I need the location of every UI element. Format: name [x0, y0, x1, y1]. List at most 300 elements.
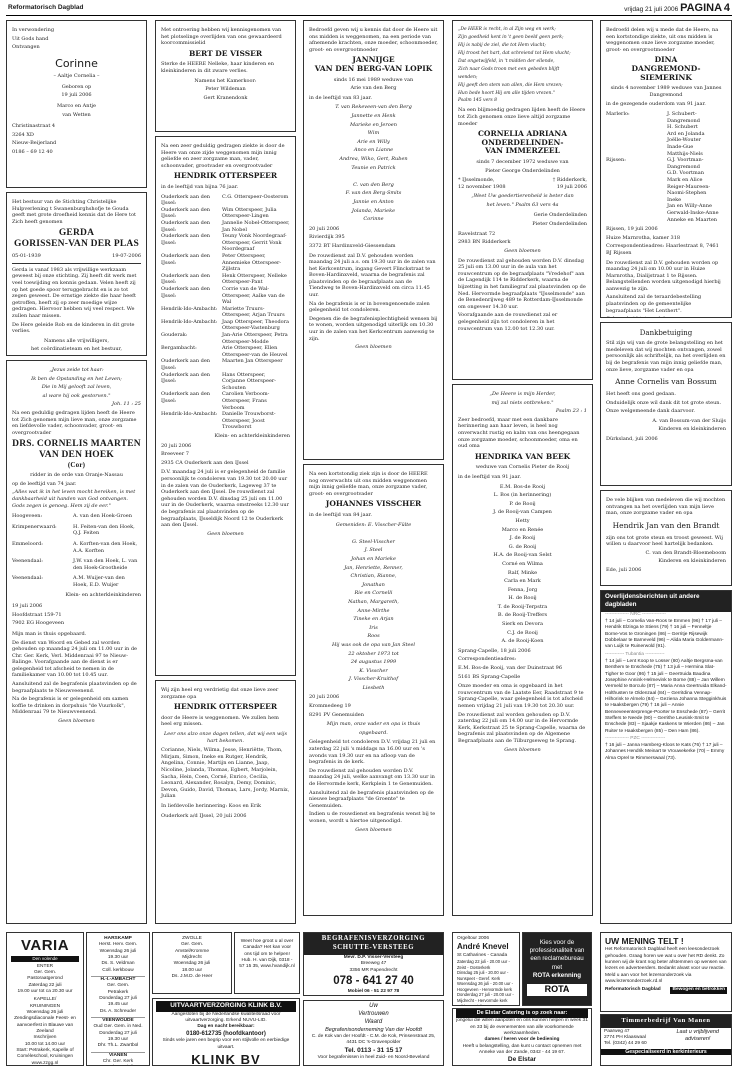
family-row: Ouderkerk aan den IJssel: Hans Otterspeer, Corjanne Otterspeer-Schouten: [161, 371, 276, 391]
ad-intro: Na een zeer geduldig gedragen ziekte is door de Heere van onze zijde weggenomen mijn innig geliefde en zeer zorgzame man, vader, schoonvader, grootvader en overgrootvader: [161, 143, 285, 169]
ad-van-der-hoofdt: [303, 1000, 444, 1066]
family-member: Andrea, Wiko, Gert, Ruben: [339, 155, 408, 162]
agenda-entry: [11, 964, 79, 996]
elstar-logo: De Elstar: [507, 1056, 537, 1064]
ad-label: Orgeltour 2006: [457, 936, 489, 941]
family-row: Ouderkerk aan den IJssel: C.G. Otterspeer-Oosterom: [161, 193, 289, 207]
ad-body: De rouwdienst zal gehouden worden D.V. maandag 24 juli, welke aanvangt om 13.30 uur in de Hervormde kerk, Kerkplein 1 te Genemuiden.: [309, 767, 435, 787]
address-line: 8291 PV Genemuiden: [309, 711, 364, 718]
ad-rota: [522, 932, 592, 1006]
family-member: Teunie en Patrick: [351, 164, 396, 171]
family-member: G. Steel-Visscher: [352, 538, 395, 545]
ad-title: Dankbetuiging: [639, 329, 693, 337]
brand-row: Reformatorisch Dagblad Bewogen en betrokken: [605, 987, 725, 993]
deceased-name: BERT DE VISSER: [188, 48, 263, 58]
family-member: Hetty: [515, 517, 530, 524]
service-line: 19.45 uur: [107, 1002, 129, 1008]
service-entry: [91, 1052, 145, 1066]
address-line: 2983 BN Ridderkerk: [458, 239, 511, 246]
no-flowers: Geen bloemen: [58, 718, 95, 725]
agenda-entry: [11, 997, 79, 1066]
list-line: Amstel/Kromme: [174, 948, 210, 954]
signature: Gert Kranendonk: [203, 94, 248, 101]
ad-body: Voorafgaande aan de rouwdienst zal er gelegenheid zijn tot condoleren in het rouwcentrum van 12.00 tot 12.30 uur.: [458, 312, 558, 332]
ad-body: De rouwdienst zal D.V. gehouden worden maandag 24 juli a.s. om 19.30 uur in de zalen van het Kerkcentrum, ingang Gevert Flinckstraat te Boven-Hardinxveld, waarna de begrafenis zal plaatsvinden op de begraafplaats aan de Tiendweg te Boven-Hardinxveld om circa 11.45 uur.: [309, 252, 436, 299]
family-member: Jannie en Anton: [353, 198, 394, 205]
source-label: ------------ Tubantia ------------: [605, 651, 665, 657]
deceased-name: HENDRIK OTTERSPEER: [173, 171, 278, 181]
place-date: Dürksland, juli 2006: [606, 436, 658, 443]
family-row: Anneke en Maarten: [667, 216, 718, 223]
address-line: C. de Kok van der Hoofdt - C.M. de Kok, Prinsenstraat 25, 4431 DC 's-Gravenpolder: [311, 1033, 436, 1046]
address-line: 19 juli 2006: [12, 603, 43, 610]
ad-intro: Na een geduldig gedragen lijden heeft de Heere tot Zich genomen mijn lieve man, onze zorgzame en liefdevolle vader, schoonvader, groot- en overgrootvader: [12, 409, 137, 436]
bible-quote: „Jezus zeide tot haar: Ik ben de Opstanding en het Leven; Die in Mij gelooft zal leven, al ware hij ook gestorven." Joh. 11 : 25: [31, 367, 141, 408]
ad-line: Ontvangen: [12, 44, 40, 51]
ad-body: [606, 316, 726, 318]
ad-body: De rouwdienst zal D.V. gehouden worden op maandag 24 juli om 10.00 uur in Huize Marnrotha, Dialijstraat 1 te Rijssen. Belangstellenden worden uitgenodigd hierbij aanwezig te zijn.: [606, 259, 721, 292]
list-line: Woensdag 26 juli: [173, 961, 211, 967]
family-member: Rie en Cornelli: [354, 590, 393, 597]
ad-body: D.V. maandag 24 juli is er gelegenheid de familie persoonlijk te condoleren van 19.30 tot 20.00 uur in de zalen van de Ouderkerk, Lageweg 37 te Ouderkerk aan den IJssel. De rouwdienst zal gehouden worden D.V. dinsdag 25 juli om 11.00 uur in de Ouderkerk, waarna omstreeks 12.30 uur de begrafenis zal plaatsvinden op de begraafplaats, IJsseldijk Noord 12 te Ouderkerk aan den IJssel.: [161, 469, 290, 529]
address-line: Breeveer 7: [161, 451, 189, 458]
address-line: 20 juli 2006: [161, 442, 192, 449]
page-header-date: vrijdag 21 juli 2006 PAGINA 4: [624, 2, 730, 14]
no-flowers: Geen bloemen: [504, 746, 541, 753]
family-member: 22 oktober 1973 tot: [348, 650, 399, 657]
other-papers-obituaries: [600, 590, 732, 924]
deceased-name: JANNIJGE VAN DEN BERG-VAN LOPIK: [314, 55, 433, 73]
family-row: Marlerlo: J. Schubert-Dangremond: [606, 111, 700, 124]
address-line: Sprang-Capelle, 18 juli 2006: [458, 647, 531, 654]
manen-address: Paarweg 47 2774 PH Klaaswaal Tel. (0342) 44 29 60: [604, 1028, 647, 1047]
address-line: Nieuw-Beijerland: [12, 140, 57, 147]
signature: Peter Wildeman: [205, 86, 246, 93]
section-title: Overlijdensberichten uit andere dagbladen: [601, 591, 731, 612]
ad-body: Aansluitend zal de teraardebestelling plaatsvinden op de gemeentelijke begraafplaats "Het Lenthert".: [606, 294, 702, 314]
list-line: 18.00 uur: [181, 967, 203, 973]
address-line: 3372 BT Hardinxveld-Giessendam: [309, 242, 396, 249]
obituary-van-den-berg: [303, 20, 444, 460]
life-dates: * IJsselmonde, † Ridderkerk,: [458, 177, 587, 184]
address-line: E.M. Bos-de Rooij, van der Duinstraat 96: [458, 665, 563, 672]
family-member: Arie en Willy: [357, 138, 390, 145]
signature: Namens alle vrijwilligers,: [44, 337, 109, 344]
family-member: E.M. Bos-de Rooij: [499, 483, 546, 490]
family-row: Matthijs-Niels: [667, 150, 703, 157]
obituary-otterspeer: [155, 136, 296, 676]
obituary-van-den-hoek: [6, 360, 147, 924]
birth-date: 19 juli 2006: [61, 92, 92, 99]
service-line: VEENWOUDE: [102, 1017, 134, 1023]
family-row: Krimpenerwaard: H. Feiten-van den Hoek, Q.J. Feiten: [12, 523, 135, 537]
family-member: Iris: [369, 624, 378, 631]
service-line: Herst. Herv. Gem.: [98, 942, 138, 948]
list-line: Pastoraatgerond: [27, 976, 63, 982]
column-5: [600, 20, 732, 928]
family-member: Ralf, Minke: [507, 569, 538, 576]
widow-note: sinds 4 november 1989 weduwe van Jannes Dangremond: [610, 85, 722, 98]
service-line: Petrakerk: [107, 989, 129, 995]
family-member: C.J. de Rooij: [507, 629, 538, 636]
grandchildren: Klein- en achterkleinkinderen: [65, 591, 141, 598]
family-member: Hij was ook de opa van Jan Steel: [331, 641, 416, 648]
service-line: Oud Ger. Gem. in Ned.: [93, 1024, 143, 1030]
ad-text: jongelui die willen aanpoten en ons kunnen helpen in week 31 en 33 bij de evenementen van alle voorkomende werkzaamheden.: [456, 1018, 588, 1036]
concert-date: Zaterdag 22 juli - 20.00 uur - Zeist - Oosterkerk: [457, 959, 510, 970]
agenda-entry: [157, 936, 227, 980]
family-member: Pieter Onderdelinden: [532, 221, 587, 228]
divider: [12, 263, 141, 264]
deceased-name: GERDA GORISSEN-VAN DER PLAS: [14, 228, 139, 250]
phone-number: Tel. 0113 - 31 15 17: [344, 1046, 403, 1054]
family-member: F. van den Berg-Smits: [345, 190, 402, 197]
thank-you-van-bossum: [600, 322, 732, 486]
ad-text: Waard: [364, 1018, 383, 1025]
quote-line: Hij geeft den stem van allen, die Hem vrezen;: [458, 82, 563, 88]
life-dates: 05-01-1939 19-07-2006: [12, 253, 141, 260]
family-row: Hendrik-Ido-Ambacht: Danielle Trouwborst-Otterspeer, Joost Trouwborst: [161, 411, 276, 431]
family-row: Joëlle-Wouter: [667, 137, 701, 144]
ad-line: Uit Gods hand: [12, 35, 49, 42]
ad-text: Meld u aan voor het lezersonderzoek via www.lezersonderzoek.rd.nl: [605, 972, 692, 984]
family-member: Carla en Mark: [504, 578, 541, 585]
signature: A. van Bossum-van der Sluijs: [652, 417, 726, 424]
family-row: Veenendaal: A.M. Wuijer-van den Hoek, E.D. Wuijer: [12, 575, 125, 588]
widow-note: sinds 7 december 1972 weduwe van: [476, 159, 569, 166]
ad-title: UITVAARTVERZORGING KLINK B.V.: [156, 1001, 296, 1012]
ad-body: De dienst van Woord en Gebed zal worden gehouden op maandag 24 juli om 11.00 uur in de Chr. Ger. Kerk, Verl. Middenraai 97 te Nieuw-Balinge. Voorafgaande aan de dienst is er gelegenheid tot afscheid te nemen in de familiekamer van 10.00 tot 10.45 uur.: [12, 639, 138, 679]
ad-body: Onze welgemeende dank daarvoor.: [606, 408, 695, 415]
ad-title: BEGRAFENISVERZORGING SCHUTTE-VERSTEEG: [304, 933, 443, 955]
list-line: ZWOLLE: [182, 936, 202, 941]
ad-title: ROTA erkenning: [532, 971, 582, 979]
family-member: J. de Rooij-van Campen: [493, 509, 552, 516]
family-member: Gemeniden: E. Visscher-Fülte: [335, 521, 412, 528]
family-row: Emmeloord: A. Korften-van den Hoek, A.A. Korften: [12, 540, 138, 554]
obituary-list: † 16 juli – Janna Hamberg-Kloos te Kats (76) † 17 juli – Johannes Hendrik Meinart te Vrouwekerke (70) – Emmy Alma Oprel te Rimmerswaal (73).: [605, 743, 725, 761]
ad-title: Begrafenisonderneming Van der Hoofdt: [325, 1026, 422, 1033]
family-row: Hendrik-Ido-Ambacht: Mariette Truurs-Otterspeer, Arjan Truurs: [161, 305, 285, 319]
life-dates: 12 november 1908 19 juli 2006: [458, 183, 587, 190]
ad-schutte: [303, 932, 444, 996]
church-services: [86, 932, 150, 1066]
family-member: Tineke en Arjan: [353, 616, 394, 623]
job-title: dames / heren voor de bediening: [484, 1037, 560, 1043]
no-flowers: Geen bloemen: [504, 247, 541, 254]
quote-line: wenden;: [458, 74, 478, 80]
ad-note: opgebaard.: [359, 729, 388, 736]
family-row: Hoogeveen: A. van den Hoek-Groen: [12, 513, 132, 520]
service-entry: [91, 1017, 145, 1050]
service-line: Dhr. Th.L. Zwartbol: [97, 1043, 139, 1049]
manen-content: [601, 1028, 731, 1049]
parents: Marco en Antje: [56, 103, 96, 110]
ad-intro: Na een kortstondig ziek zijn is door de HEERE nog onverwachts uit ons midden weggenomen mijn innig geliefde man, onze zorgzame vader, groot- en overgrootvader: [309, 471, 428, 497]
family-member: K. Visscher: [359, 667, 388, 674]
deceased-name: HENDRIKA VAN BEEK: [474, 451, 571, 461]
address-line: Ravelstraat 72: [458, 230, 496, 237]
quote-line: Hun bede hoort Hij om alle tijden vrezen.": [458, 90, 555, 96]
list-line: Start: Petrakerk, Kapelle of Coméleschool, Kruiningen: [16, 1048, 74, 1060]
service-line: VIANEN: [108, 1052, 128, 1058]
verse: „Alles wat ik in het leven mocht bereiken, is met dankbaarheid uit handen van God ontvangen. Gods zegen is genoeg. Hem zij de eer.": [12, 489, 136, 509]
ad-body: In liefdevolle herinnering: Koos en Erik: [161, 802, 261, 809]
family-member: T. van Rekeveen-van den Berg: [335, 104, 412, 111]
ad-body: Na de begrafenis is er gelegenheid om samen koffie te drinken in dorpshuis "de Vuurkolk", Middenraai 79 te Nieuwveenend.: [12, 696, 129, 716]
address-line: Huize Marnrotha, kamer 318: [606, 234, 681, 241]
column-2: [155, 20, 296, 928]
ad-body: Onduidelijk onze wil dank dit tot grote steun.: [606, 399, 722, 406]
obituary-onderdelinden: [452, 20, 593, 380]
obituary-list: † 14 juli – Lent Koop te Losser (80) Aaltje Bergsma-van Benthem te Enschede (75) † 13 juli – Hermina Slat-Tigher te Goor (86) † 15 juli – Geertruida Baudina Josephine Annink-Helmevink te Borne (88) – Jan Willem Vermeld te Borculo (87) – Maria Anna Geertruida Elkand-Holthusten te Oldenzaal (84) – Gerritdina Vennap-Hilhorink te Almelo (84) – Geziena Johanna Stegginkhuis te Haaksbergen (79) † 16 juli – Annie Benneveeenterprenge-Poorter te Enschede (87) – Gerrit Steffers te Neede (90) – Gerrithe Leusink-Smit te Enschede (83) – Sjaakje Kaskens te Wierden (86) – Jan Ruiter te Haaksbergen (85) – Den Ham (86).: [605, 658, 727, 734]
family-row: Gouderak: Jan-Arie Otterspeer, Petra Otterspeer-Modde: [161, 332, 288, 345]
family-member: Anne-Mirthe: [357, 607, 390, 614]
rota-logo: ROTA: [527, 984, 587, 996]
list-line: KRUININGEN: [29, 1003, 61, 1009]
quote-line: „De HEER is recht, in al Zijn weg en werk;: [458, 27, 556, 32]
list-line: Woensdag 26 juli: [26, 1010, 64, 1016]
family-member: Anco en Lianne: [353, 147, 394, 154]
obituary-dangremond: [600, 20, 732, 318]
deceased-name: DINA DANGREMOND-SIEMERINK: [631, 55, 701, 82]
family-row: Gerwald-Inske-Anne: [667, 209, 719, 216]
family-row: Ouderkerk aan den IJssel: Teuny Vonk Noordegraaf-Otterspeer, Gerrit Vonk Noordegraaf: [161, 233, 287, 253]
age: in de gezegende ouderdom van 91 jaar.: [606, 101, 706, 108]
family-member: J. de Rooij: [509, 535, 536, 542]
ad-elstar: [452, 1008, 592, 1066]
newspaper-name: Reformatorisch Dagblad: [8, 4, 84, 11]
ad-body: Indien u de rouwdienst en begrafenis wenst bij te wonen, wordt u hiertoe uitgenodigd.: [309, 811, 436, 824]
ad-van-manen: [600, 1014, 732, 1066]
ad-line: In verwondering: [12, 27, 55, 33]
service-line: Chr. Ger. Kerk: [102, 1058, 134, 1064]
obituary-de-visser: [155, 20, 296, 132]
service-line: 19.30 uur: [107, 954, 129, 960]
signature: Kinderen en kleinkinderen: [658, 558, 726, 565]
ad-body: Aansluitend zal de begrafenis plaatsvinden op de nieuwe begraafplaats "de Groente" te Genemuiden.: [309, 789, 434, 809]
family-member: Jan, Henriette, Renner,: [344, 564, 403, 571]
quote-line: Hij is nabij de ziel, die tot Hem vlucht;: [458, 42, 546, 48]
ad-klink: [152, 998, 300, 1066]
ad-intro: Wij zijn heel erg verdrietig dat onze lieve zeer zorgzame opa: [161, 687, 279, 700]
family-member: A. de Rooij-Koen: [501, 638, 544, 645]
family-member: 24 augustus 1999: [350, 659, 397, 666]
address-line: 2935 CA Ouderkerk aan den IJssel: [161, 459, 249, 466]
phone-number: 0180-612735 (hoofdkantoor): [186, 1030, 266, 1037]
family-member: Gerie Onderdelinden: [533, 211, 587, 218]
family-row: Jan en Willy-Anne: [667, 203, 712, 210]
address-line: 20 juli 2006: [309, 225, 340, 232]
quote-line: Dat ongetwijfeld, in 't midden der ellende,: [458, 58, 555, 64]
list-line: ENTER: [36, 963, 54, 969]
family-row: H. Schubert: [667, 124, 698, 131]
ad-text: Mevr. D.P. Visser-Versteeg: [343, 954, 404, 960]
verse: „Weet Uw goedertierenheid is beter dan: [471, 193, 574, 200]
family-member: Jonathan: [362, 581, 385, 588]
varia-title: VARIA: [20, 937, 70, 954]
ad-body: Gelegenheid tot condoleren D.V. vrijdag 21 juli en zaterdag 22 juli 's middags na 16.00 uur en 's avonds van 19.30 uur en na afloop van de begrafenis in de kerk.: [309, 739, 436, 766]
address-line: 5161 BS Sprang-Capelle: [458, 673, 521, 680]
family-list: [12, 513, 141, 588]
ad-text: Dag en nacht bereikbaar:: [197, 1024, 255, 1030]
family-member: T. de Rooij-Terpstra: [497, 603, 548, 610]
family-member: Roos: [367, 633, 380, 640]
list-line: Ger. Gem.: [180, 942, 204, 948]
family-row: Veenendaal: J.W. van den Hoek, L. van den Hoek-Grootheide: [12, 558, 138, 571]
address-line: 3264 XD: [12, 131, 34, 138]
service-list: [91, 936, 145, 1066]
obituary-otterspeer-grandchildren: [155, 680, 296, 924]
family-member: Johan en Marieke: [351, 555, 396, 562]
family-list: [309, 104, 438, 222]
service-line: Donderdag 27 juli: [99, 995, 137, 1001]
family-member: H. de Rooij: [508, 595, 537, 602]
family-member: [309, 530, 438, 537]
deceased-name: JOHANNES VISSCHER: [325, 499, 422, 509]
age: in de leeftijd van 83 jaar.: [309, 94, 372, 101]
ad-body: Stil zijn wij van de grote belangstelling en het medeleven dat wij mochten ontvangen, zowel persoonlijk als schriftelijk, na het overlijden en bij de begrafenis van mijn innig geliefde man, onze lieve, zorgzame vader en opa: [606, 340, 726, 373]
family-member: [309, 173, 438, 180]
ad-text: Voor begrafenissen in heel Zuid- en Noord-Beveland: [317, 1055, 430, 1061]
ad-title: Timmerbedrijf Van Manen: [601, 1015, 731, 1028]
address-line: Correspondentieadres:: [458, 656, 517, 663]
concert-date: [457, 1004, 515, 1006]
ad-body: Na de begrafenis is er in bovengenoemde zalen gelegenheid tot condoleren.: [309, 300, 430, 314]
ad-intro: Na een blijmoedig gedragen lijden heeft de Heere tot Zich genomen onze lieve altijd zorgzame moeder: [458, 107, 586, 127]
deceased-name: Anne Cornelis van Bossum: [615, 377, 717, 387]
ad-help-canada: [234, 932, 300, 994]
family-row: Ard en Jolanda: [667, 130, 705, 137]
quote-line: Hij troost het hart, dat schreiend tot Hem vlucht;: [458, 50, 571, 56]
grandchildren-names: Corianne, Niels, Wilma, Jesse, Henriëtte, Thom, Mirjam, Simon, Ineke en Rutger, Hendrik, Angelina, Connie, Martijn en Lianne, Jaap, Nicoline, Jolanda, Thomas, Egbert, Marjolein, Sacha, Hein, Coen, Corné, Enrico, Cecilia, Leonard, Alexander, Rosalyn, Demy, Dominic, Devon, Guido, David, Thomas, Lars, Jordy, Marnix, Julian: [161, 747, 290, 800]
list-line: www.zzgg.nl: [31, 1060, 59, 1066]
phone-number: Mobiel 06 - 51 22 97 78: [347, 989, 400, 995]
address-line: Hoofdstraat 159-71: [12, 611, 62, 618]
family-member: Christian, Rianne,: [350, 573, 397, 580]
child-full-name: – Aaltje Cornelia –: [53, 73, 100, 80]
list-line: 19.00 uur tot ca 20.30 uur: [17, 989, 73, 995]
psalm-quote: „De Heere is mijn Herder, mij zal niets ontbreken." Psalm 23 : 1: [489, 391, 587, 415]
service-line: Woensdag 26 juli: [99, 948, 137, 954]
obituary-visscher: [303, 464, 444, 916]
concert-date: Dinsdag 25 juli - 20.00 uur - Nunspeet - Geref. Kerk: [457, 970, 509, 981]
family-member: B. de Rooij-Treffers: [497, 612, 548, 619]
family-member: Corné en Wilma: [502, 560, 543, 567]
phone-number: 078 - 641 27 40: [333, 974, 414, 987]
list-line: Ds. J.M.D. de Heer: [171, 973, 213, 979]
ad-text: Vertrouwen: [358, 1010, 389, 1017]
list-line: Zendingsdiaconale Feest- en aanvoerfest in Blauwe van Zeeland: [14, 1016, 76, 1035]
address-line: Krommedeeg 19: [309, 703, 351, 710]
ad-body: De rouwdienst zal worden gehouden op D.V. zaterdag 22 juli om 14.00 uur in de Hervormde Kerk, Kerkstraat 25 te Sprang-Capelle, waarna de begrafenis zal plaatsvinden op de Algemene Begraafplaats aan de Tilburgseweg te Sprang.: [458, 711, 586, 744]
age: op de leeftijd van 74 jaar.: [12, 480, 77, 487]
service-line: HARSKAMP: [104, 936, 132, 941]
family-member: J. Visscher-Kruithof: [348, 676, 399, 683]
quote-line: Zich naar Gods troon met een gebeden blijft: [458, 66, 560, 72]
ad-text: Uw: [369, 1003, 378, 1009]
obituary-list: † 14 juli – Cornelia Van-Roos te Emmen (96) † 17 juli – Hendrik Elzinga te Stiens (79) † 16 juli – Fenneltje Borne-Vos te Groningen (86) – Gerritje Rijsewijk Dobbelaar te Barneveld (96) – Alida Maria Goldermann-van Luijk te Ruinerwold (91).: [605, 618, 724, 650]
family-member: H.A. de Rooij-van Selst: [493, 552, 552, 559]
no-flowers: Geen bloemen: [355, 826, 392, 833]
place-date: Ede, juli 2006: [606, 567, 642, 574]
family-member: P. de Rooij: [509, 500, 536, 507]
family-member: C. van den Berg: [353, 181, 394, 188]
address-line: 20 juli 2006: [309, 694, 340, 701]
family-row: Reiger-Maureen-Naomi-Stephen: [667, 183, 711, 197]
list-line: Ger. Gem.: [33, 970, 57, 976]
family-row: Bergambacht: Arie Otterspeer, Ellen Otterspeer-van de Heuvel: [161, 345, 288, 358]
family-list: [309, 522, 438, 692]
ad-text: Het Reformatorisch Dagblad heeft een leesonderzoek gehouden. Graag horen we wat u over het RD denkt. Zo kunnen wij de krant nog beter afstemmen op wensen van lezers en adverteerders. Bedankt alvast voor uw reactie.: [605, 947, 727, 972]
signature: Namens het Kamerkoor:: [194, 77, 257, 84]
source-label: --------------- PZC ---------------: [605, 735, 666, 741]
family-row: Rijssen: G.J. Voortman-Dangremond: [606, 157, 704, 170]
list-line: Zaterdag 22 juli: [28, 982, 62, 988]
phone-number: 0186 – 69 12 40: [12, 149, 53, 156]
service-line: [91, 1065, 145, 1066]
signature: [12, 355, 141, 356]
child-name: Corinne: [55, 56, 98, 70]
service-line: 19.30 uur: [107, 1036, 129, 1042]
service-entry: [91, 936, 145, 974]
ad-body: Sterke de HEERE Nelleke, haar kinderen en kleinkinderen in dit zware verlies.: [161, 61, 274, 74]
family-row: Ouderkerk aan den IJssel: Corrie van de Wal-Otterspeer, Aalke van de Wal: [161, 285, 285, 306]
header-rule: [6, 15, 732, 16]
family-row: Ouderkerk aan den IJssel: Peter Otterspeer, Annemieke Otterspeer-Zijlstra: [161, 252, 282, 273]
address-line: Breeweg 47: [360, 961, 387, 967]
family-row: Ouderkerk aan den IJssel: Wim Otterspeer, Julia Otterspeer-Lingen: [161, 206, 277, 220]
signature: Kinderen en kleinkinderen: [658, 426, 726, 433]
family-member: Nathan, Margareth,: [348, 598, 399, 605]
family-member: Fenna, Jorg: [507, 586, 538, 593]
concert-date: Donderdag 27 juli - 20.00 uur - Mijdrecht - Hervormde kerk: [457, 992, 514, 1004]
ad-body: zijn ons tot grote steun en troost geweest. Wij willen u daarvoor heel hartelijk bedanken.: [606, 534, 723, 548]
ad-title: UW MENING TELT !: [605, 936, 684, 946]
ad-body: Gerda is vanaf 1983 als vrijwillige werkzaam geweest bij onze stichting. Zij heeft dit werk met veel toewijding en kennis gedaan. Velen heeft zij op het goede spoor teruggebracht en is zo tot zegen geweest. De ernstige ziekte die haar heeft getroffen, heeft zij op zeer moedige wijze gedragen. Hiervoor hebben wij veel respect. We zullen haar missen.: [12, 266, 137, 319]
family-row: Inade-Gue: [667, 144, 694, 150]
ad-body: door de Heere is weggenomen. We zullen hem heel erg missen.: [161, 714, 279, 728]
ad-intro: Zeer bedroefd, maar met een dankbare herinnering aan haar leven, is heel nog onverwacht rustig en kalm van ons heengegaan onze zorgzame moeder, schoonmoeder, oma en oud oma: [458, 416, 580, 450]
ad-text: Weet hoe groot u al over Canada? Het kan voor ons tijd om te helpen! Hub. H. van Dijk, 0318 - 57 15 35, www.hvandijk.nl: [239, 939, 295, 970]
family-row: Ouderkerk aan den IJssel: Maarten Jan Otterspeer: [161, 358, 283, 372]
grandchildren: Klein- en achterkleinkinderen: [214, 432, 290, 439]
age: in de leeftijd van 91 jaar.: [458, 473, 521, 480]
family-row: Ouderkerk aan den IJssel: Henk Otterspeer, Nelleke Otterspeer-Pant: [161, 272, 287, 286]
quote-line: Psalm 145 vers 8: [458, 98, 498, 104]
family-member: J. Steel: [364, 547, 383, 554]
ad-body: Degenen die de begrafenisplechtigheid wensen bij te wonen, worden uitgenodigd uiterlijk om 10.30 uur in de zalen van het Kerkcentrum aanwezig te zijn.: [309, 315, 438, 342]
family-list: [458, 484, 587, 645]
ad-title: De Elstar Catering is op zoek naar:: [456, 1009, 588, 1018]
concert-date: Woensdag 26 juli - 20.00 uur - Hoogeveen - Hervormde kerk: [457, 981, 514, 992]
ad-text: Heeft u belangstelling, dan kunt u contact opnemen met Anneke van der Zande, 0342 - 44 19 67.: [462, 1043, 582, 1055]
family-member: Jannette en Henk: [351, 113, 396, 119]
obituary-van-beek: [452, 384, 593, 916]
address-line: 7902 EG Hoogeveen: [12, 620, 65, 627]
ad-text: St Catharines - Canada: [457, 952, 508, 958]
deceased-name: Hendrik Jan van den Brandt: [612, 520, 720, 530]
family-member: L. Bos (in herinnering): [493, 492, 552, 499]
place-date: Ouderkerk a/d IJssel, 20 juli 2006: [161, 812, 247, 819]
service-line: Coll. kerkbouw: [102, 967, 134, 973]
ad-banner: Gespecialiseerd in kerkinterieurs: [601, 1049, 731, 1056]
list-line: 10.00 tot 14.00 uur: [24, 1041, 66, 1047]
address-line: Rijssen, 19 juli 2006: [606, 226, 658, 233]
deceased-name: DRS. CORNELIS MAARTEN VAN DEN HOEK (Cor): [12, 439, 141, 470]
ad-intro: Het bestuur van de Stichting Christelijke Hulpverlening t Swanenburghshofje te Gouda geeft met grote droefheid kennis dat de Here tot Zich heeft genomen: [12, 199, 137, 225]
family-list: [606, 111, 726, 223]
